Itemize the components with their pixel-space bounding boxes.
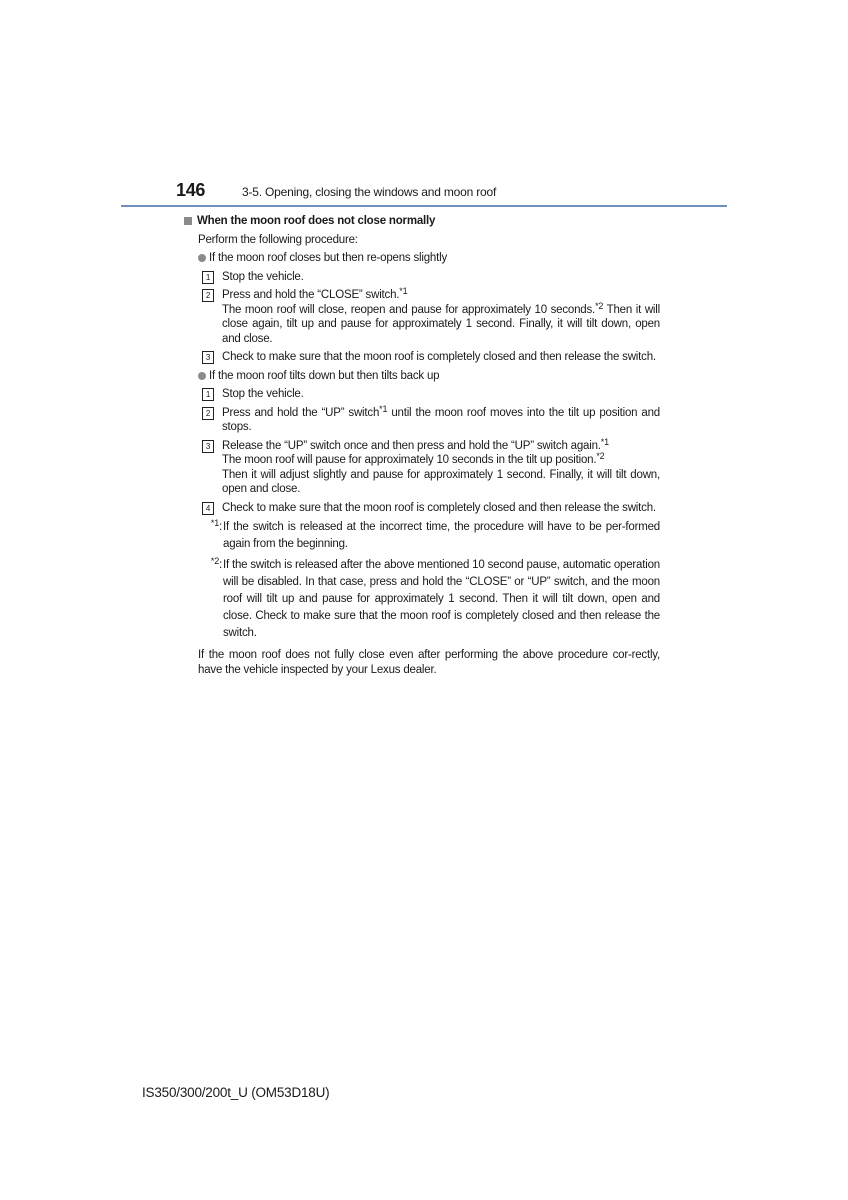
header-rule (121, 205, 727, 207)
footnote-text: If the switch is released at the incorrect time, the procedure will have to be per-formed again from the beginning. (223, 521, 660, 550)
step-item (202, 501, 660, 516)
section-header: 3-5. Opening, closing the windows and moon roof (242, 185, 497, 199)
case-title: If the moon roof closes but then re-opens slightly (209, 252, 448, 264)
page-number: 146 (176, 180, 206, 200)
case-title: If the moon roof tilts down but then tilts back up (209, 369, 440, 382)
footnote-mark: $^{*2}$: (210, 556, 222, 571)
step-number: 3 (202, 351, 214, 364)
footnote-ref: *2 (595, 300, 604, 311)
footnote-text: If the switch is released after the above mentioned 10 second pause, automatic operation will be disabled. In that case, press and hold the “CLOSE” or “UP” switch, and the moon roof will tilt up and pause for approximately 1 second. Then it will tilt down, open and close. Check to make sure that the moon roof is completely closed and then release the switch. (223, 559, 660, 639)
step-item (202, 403, 660, 435)
footnote (202, 557, 660, 642)
footnote-mark: $^{*1}$: (210, 518, 222, 533)
circle-bullet-icon (198, 372, 206, 380)
step-item (202, 436, 660, 497)
step-number: 1 (202, 388, 214, 401)
step-text: Release the “UP” switch once and then press and hold the “UP” switch again.$^{*1}$ The moon roof will pause for approximately 10 seconds in the tilt up position.$^{*2}$ Then it will adjust slightly and pause for approximately 1 second. Finally, it will tilt down, open and close. (222, 436, 660, 495)
square-bullet-icon (184, 217, 192, 225)
footnote-ref: *1 (399, 286, 408, 296)
step-number: 2 (202, 289, 214, 302)
case-bullet (198, 369, 660, 384)
step-text: Stop the vehicle. (222, 388, 304, 400)
section-heading (184, 214, 660, 229)
case-bullet (198, 251, 660, 266)
footer-model-code: IS350/300/200t_U (OM53D18U) (142, 1085, 330, 1100)
step-number: 1 (202, 271, 214, 284)
footnote-ref: *1 (600, 436, 609, 447)
step-number: 3 (202, 440, 214, 453)
step-number: 2 (202, 407, 214, 420)
closing-paragraph: If the moon roof does not fully close even after performing the above procedure cor-rectly, have the vehicle inspected by your Lexus dealer. (198, 649, 660, 676)
step-item (202, 288, 660, 346)
intro-text: Perform the following procedure: (198, 233, 358, 246)
footnote-ref: *2 (596, 451, 605, 461)
section-heading-text: When the moon roof does not close normally (197, 215, 436, 227)
circle-bullet-icon (198, 254, 206, 262)
step-item (202, 387, 660, 402)
content-body (184, 214, 660, 677)
step-text: Check to make sure that the moon roof is completely closed and then release the switch. (222, 351, 656, 363)
footnote (202, 519, 660, 553)
step-text: Stop the vehicle. (222, 270, 304, 283)
step-text: Press and hold the “CLOSE” switch.$^{*1}$ The moon roof will close, reopen and pause for approximately 10 seconds.$^{*2}$ Then it will close again, tilt up and pause for approximately 1 second. Finally, it will tilt down, open and close. (222, 286, 660, 345)
step-item (202, 270, 660, 285)
footnote-ref: *1 (379, 403, 388, 414)
step-item (202, 350, 660, 365)
step-text: Press and hold the “UP” switch$^{*1}$ until the moon roof moves into the tilt up position and stops. (222, 403, 660, 433)
step-text: Check to make sure that the moon roof is completely closed and then release the switch. (222, 501, 656, 514)
step-number: 4 (202, 502, 214, 515)
